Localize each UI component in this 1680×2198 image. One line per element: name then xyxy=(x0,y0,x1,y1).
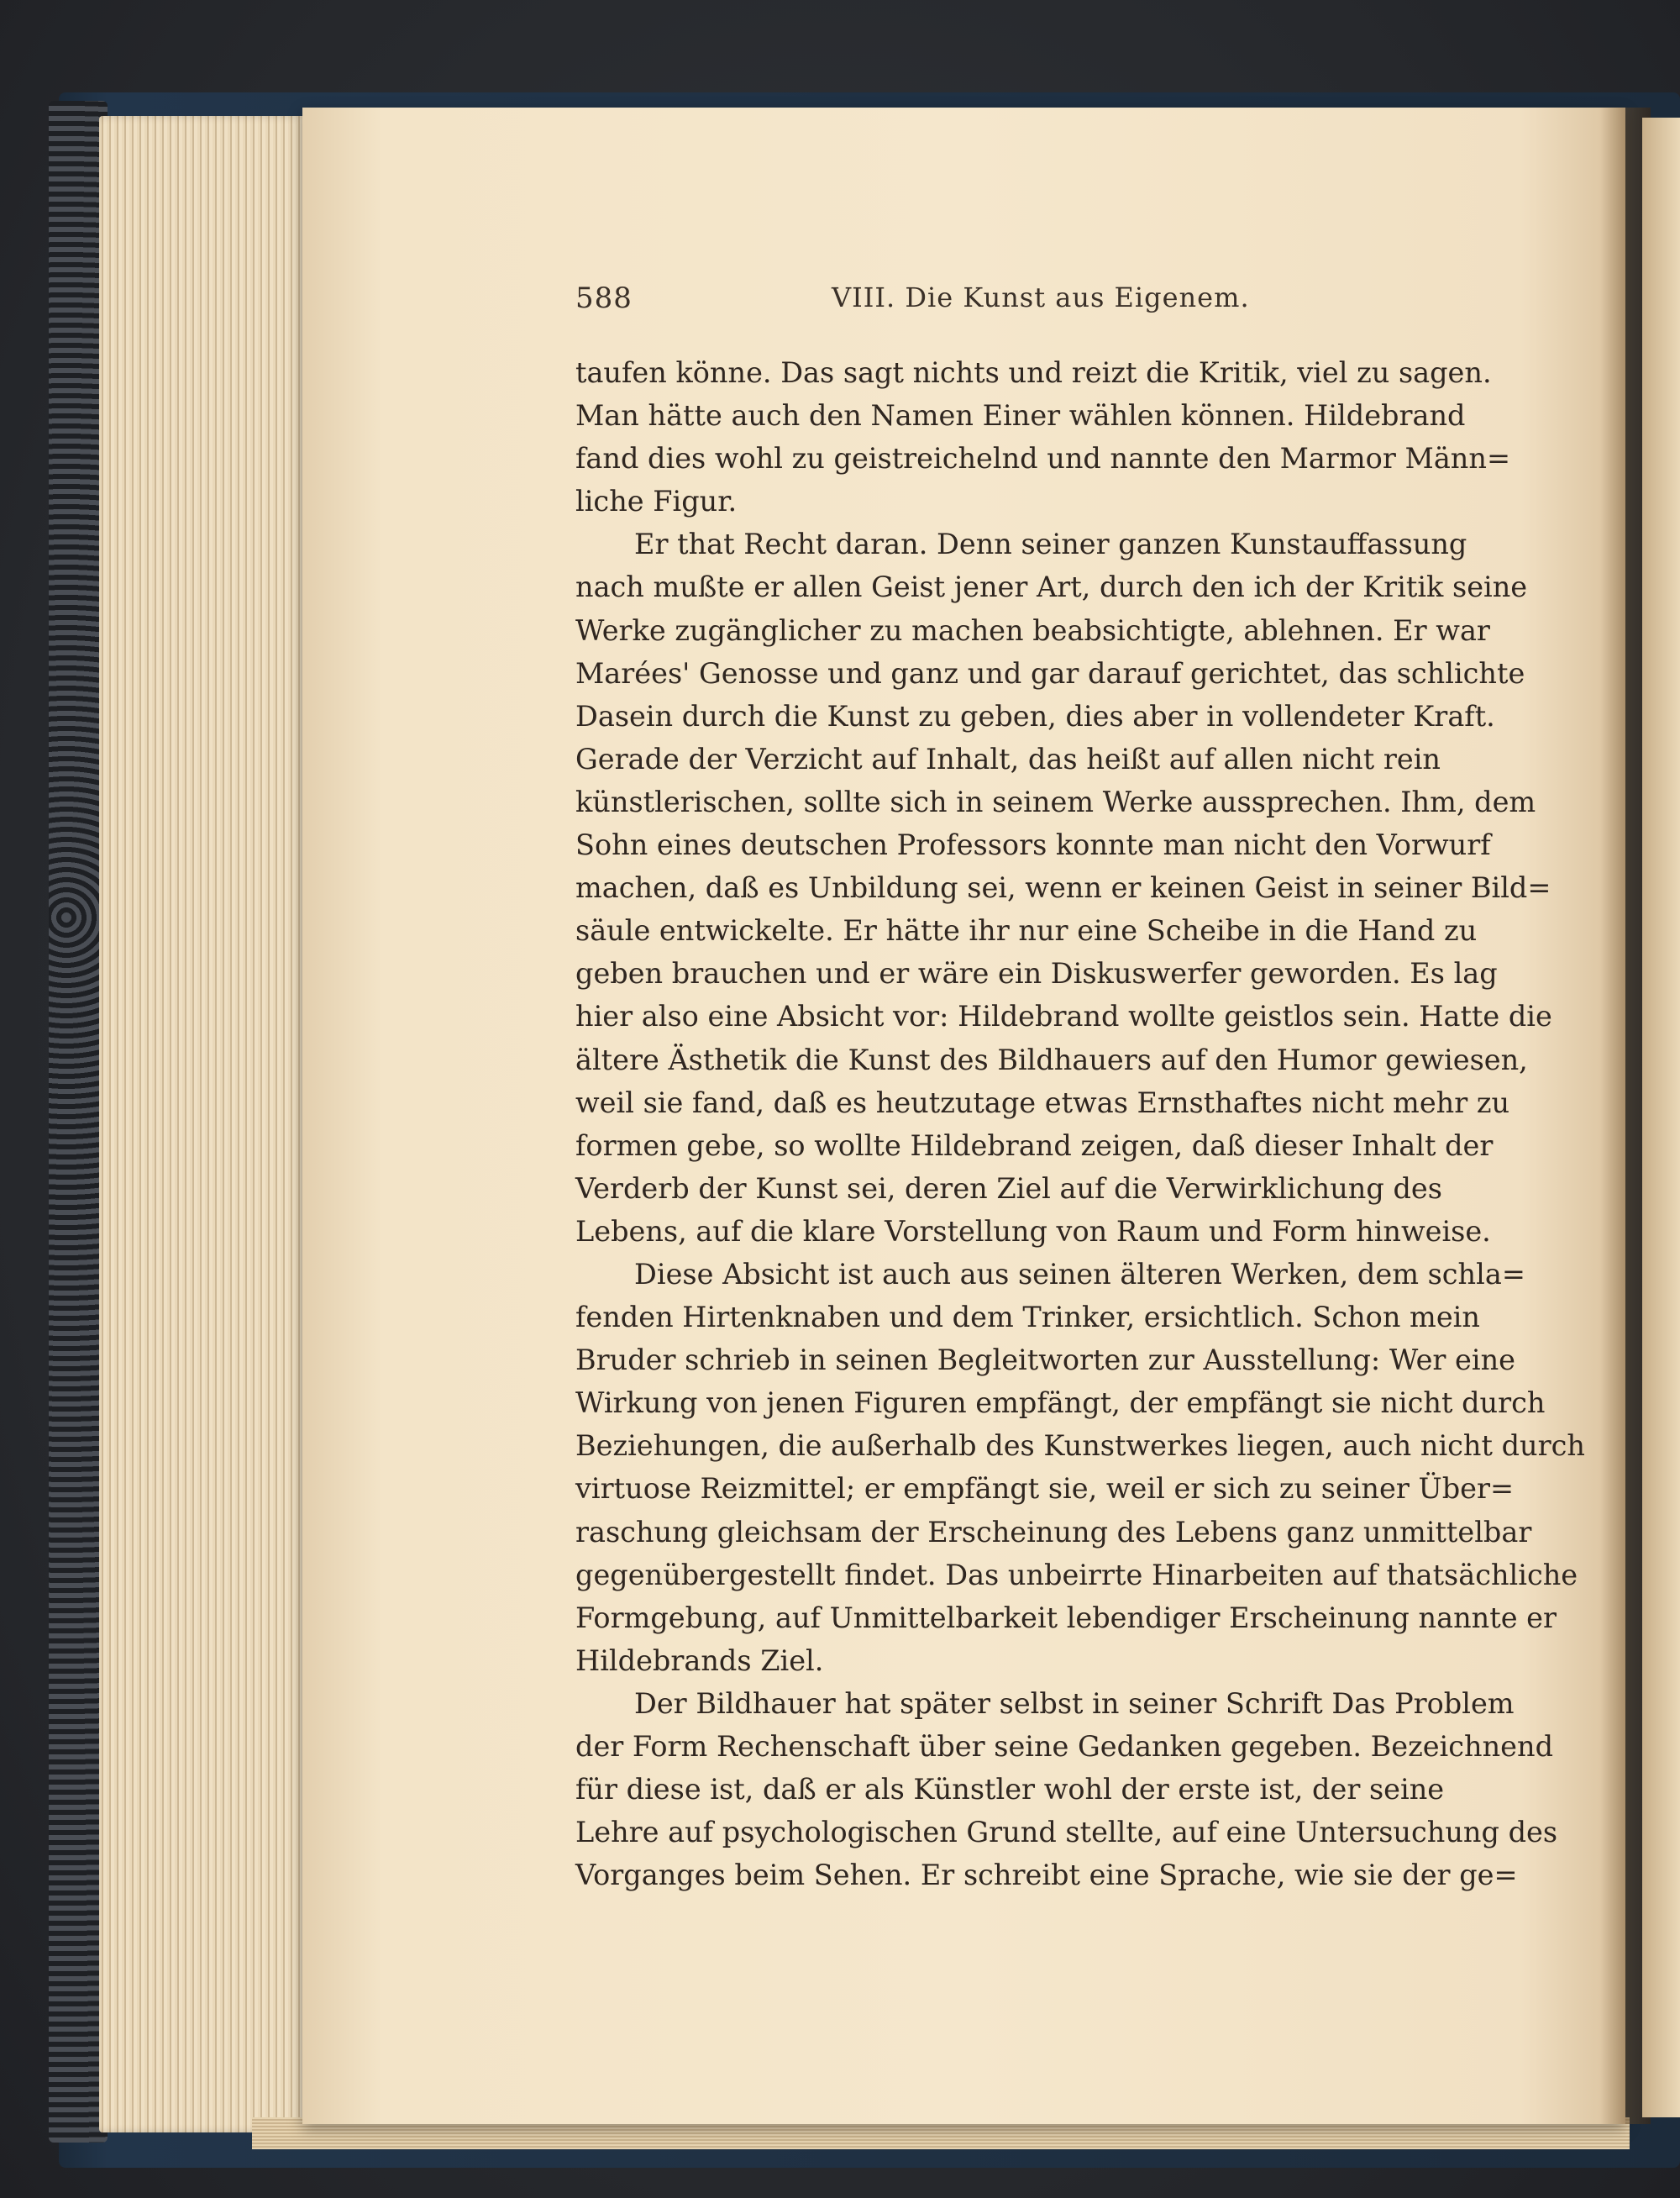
body-text xyxy=(575,351,1585,1897)
text-line: Man hätte auch den Namen Einer wählen können. Hildebrand xyxy=(575,399,1466,433)
text-line: säule entwickelte. Er hätte ihr nur eine Scheibe in die Hand zu xyxy=(575,914,1478,948)
text-line: gegenübergestellt findet. Das unbeirrte Hinarbeiten auf thatsächliche xyxy=(575,1558,1578,1591)
text-line: Bruder schrieb in seinen Begleitworten zur Ausstellung: Wer eine xyxy=(575,1344,1515,1377)
text-line: fenden Hirtenknaben und dem Trinker, ersichtlich. Schon mein xyxy=(575,1301,1480,1334)
text-line: Werke zugänglicher zu machen beabsichtigte, ablehnen. Er war xyxy=(575,613,1490,647)
text-line: geben brauchen und er wäre ein Diskuswerfer geworden. Es lag xyxy=(575,957,1498,991)
page-header xyxy=(575,281,1457,332)
text-line: der Form Rechenschaft über seine Gedanken gegeben. Bezeichnend xyxy=(575,1730,1554,1763)
text-line: hier also eine Absicht vor: Hildebrand wollte geistlos sein. Hatte die xyxy=(575,1000,1552,1033)
text-line: ältere Ästhetik die Kunst des Bildhauers auf den Humor gewiesen, xyxy=(575,1043,1528,1076)
text-line: für diese ist, daß er als Künstler wohl der erste ist, der seine xyxy=(575,1773,1445,1806)
text-line: virtuose Reizmittel; er empfängt sie, weil er sich zu seiner Über= xyxy=(575,1472,1515,1506)
page-block-edge xyxy=(99,116,309,2132)
text-line: taufen könne. Das sagt nichts und reizt die Kritik, viel zu sagen. xyxy=(575,356,1492,389)
text-line: Lehre auf psychologischen Grund stellte, auf eine Untersuchung des xyxy=(575,1816,1558,1849)
text-line: künstlerischen, sollte sich in seinem Werke aussprechen. Ihm, dem xyxy=(575,785,1536,818)
text-line: Der Bildhauer hat später selbst in seiner Schrift Das Problem xyxy=(634,1686,1515,1720)
text-line: Gerade der Verzicht auf Inhalt, das heißt auf allen nicht rein xyxy=(575,742,1441,776)
text-line: machen, daß es Unbildung sei, wenn er keinen Geist in seiner Bild= xyxy=(575,871,1551,905)
facing-page-edge xyxy=(1642,118,1680,2117)
text-line: Formgebung, auf Unmittelbarkeit lebendiger Erscheinung nannte er xyxy=(575,1601,1557,1634)
text-line: weil sie fand, daß es heutzutage etwas Ernsthaftes nicht mehr zu xyxy=(575,1086,1510,1119)
page-number: 588 xyxy=(575,281,633,315)
text-line: Diese Absicht ist auch aus seinen älteren Werken, dem schla= xyxy=(634,1257,1525,1291)
text-line: Dasein durch die Kunst zu geben, dies aber in vollendeter Kraft. xyxy=(575,699,1495,733)
text-line: fand dies wohl zu geistreichelnd und nannte den Marmor Männ= xyxy=(575,442,1511,476)
running-head: VIII. Die Kunst aus Eigenem. xyxy=(832,281,1250,313)
text-line: Lebens, auf die klare Vorstellung von Raum und Form hinweise. xyxy=(575,1214,1491,1248)
text-line: liche Figur. xyxy=(575,485,738,518)
text-line: Verderb der Kunst sei, deren Ziel auf die Verwirklichung des xyxy=(575,1171,1442,1205)
text-line: Wirkung von jenen Figuren empfängt, der empfängt sie nicht durch xyxy=(575,1386,1546,1420)
text-line: Hildebrands Ziel. xyxy=(575,1643,824,1677)
text-line: Marées' Genosse und ganz und gar darauf gerichtet, das schlichte xyxy=(575,656,1525,690)
text-line: raschung gleichsam der Erscheinung des Lebens ganz unmittelbar xyxy=(575,1515,1532,1549)
text-line: Sohn eines deutschen Professors konnte man nicht den Vorwurf xyxy=(575,828,1491,862)
text-line: Beziehungen, die außerhalb des Kunstwerkes liegen, auch nicht durch xyxy=(575,1429,1585,1463)
text-line: nach mußte er allen Geist jener Art, durch den ich der Kritik seine xyxy=(575,571,1528,604)
text-line: formen gebe, so wollte Hildebrand zeigen, daß dieser Inhalt der xyxy=(575,1128,1494,1162)
text-line: Er that Recht daran. Denn seiner ganzen Kunstauffassung xyxy=(634,528,1467,561)
text-line: Vorganges beim Sehen. Er schreibt eine Sprache, wie sie der ge= xyxy=(575,1859,1518,1892)
